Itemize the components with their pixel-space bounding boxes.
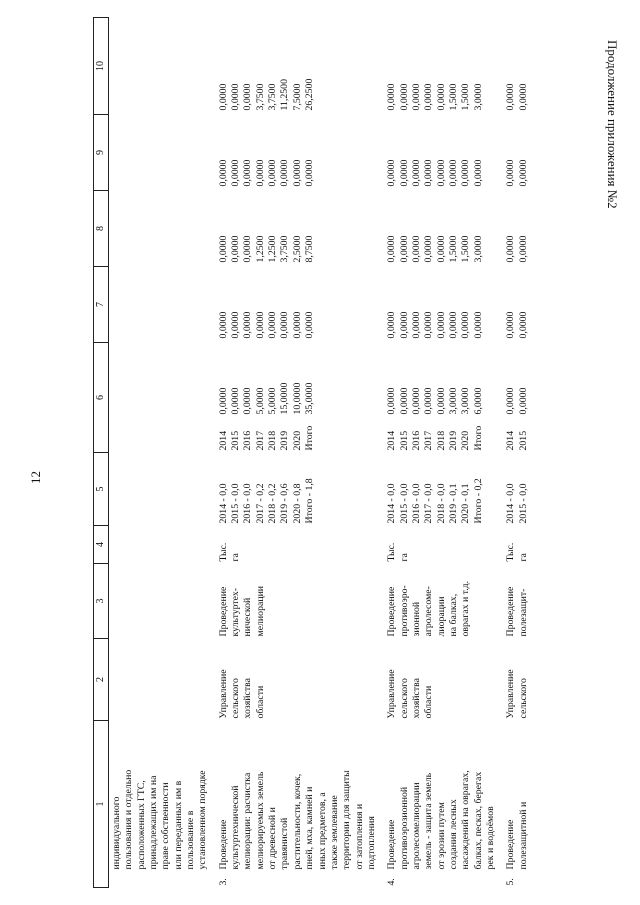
row-years: 2014 2015 2016 2017 2018 2019 2020 Итого: [386, 425, 484, 451]
header-col-1: 1: [94, 721, 109, 888]
row-measure: Проведение противоэро- зионной агролесоме- лиорации на балках, оврагах и т.д.: [386, 580, 472, 637]
row-col10: 0,0000 0,0000: [505, 83, 529, 111]
row-number: 3.: [217, 878, 229, 886]
table-row: [503, 18, 536, 888]
row-col9: 0,0000 0,0000: [505, 159, 529, 187]
row-executor: Управление сельского: [505, 669, 529, 719]
row-unit: Тыс. га: [505, 542, 529, 562]
row-unit: Тыс. га: [217, 542, 242, 562]
row-col7: 0,0000 0,0000 0,0000 0,0000 0,0000 0,0000 0,0000 0,0000: [217, 311, 316, 339]
table-row-continuation: [109, 18, 216, 888]
row-measure: Проведение культуртех- нической мелиорации: [217, 585, 266, 637]
row-col8: 0,0000 0,0000: [505, 235, 529, 263]
header-col-6: 6: [94, 343, 109, 453]
row-col9: 0,0000 0,0000 0,0000 0,0000 0,0000 0,0000 0,0000 0,0000: [217, 159, 316, 187]
row-col9: 0,0000 0,0000 0,0000 0,0000 0,0000 0,0000 0,0000 0,0000: [386, 159, 484, 187]
header-col-5: 5: [94, 453, 109, 526]
program-table: [93, 18, 613, 888]
table-row: [384, 18, 503, 888]
row-col10: 0,0000 0,0000 0,0000 3,7500 3,7500 11,2500 7,5000 26,2500: [217, 78, 316, 111]
row-executor: Управление сельского хозяйства области: [386, 669, 435, 719]
row-executor: Управление сельского хозяйства области: [217, 669, 266, 719]
header-col-7: 7: [94, 267, 109, 343]
header-col-10: 10: [94, 18, 109, 115]
row-col8: 0,0000 0,0000 0,0000 1,2500 1,2500 3,7500 2,5000 8,7500: [217, 235, 316, 263]
row-name: Проведение противоэрозионной агролесомелиорации земель - защита земель от эрозии путем создания лесных насаждений на оврагах, балках, песках, берегах рек и водоёмов: [386, 770, 496, 870]
row-years: 2014 2015 2016 2017 2018 2019 2020 Итого: [217, 425, 316, 451]
header-row: [94, 18, 109, 888]
row-col7: 0,0000 0,0000 0,0000 0,0000 0,0000 0,0000 0,0000 0,0000: [386, 311, 484, 339]
row-measure: Проведение полезащит-: [505, 586, 529, 637]
row-col6: 0,0000 0,0000 0,0000 5,0000 5,0000 15,0000 10,0000 35,0000: [217, 382, 316, 415]
row-name: Проведение полезащитной и: [505, 801, 529, 870]
header-col-2: 2: [94, 639, 109, 721]
row-volume: 2014 - 0,0 2015 - 0,0 2016 - 0,0 2017 - 0,2 2018 - 0,2 2019 - 0,6 2020 - 0,8 Итого - 1,8: [217, 478, 316, 524]
appendix-title: Продолжение приложения №2: [605, 40, 620, 209]
row-name: Проведение культуртехнической мелиорации: расчистка мелиорируемых земель от древесной и травянистой растительности, кочек, пней, мха, камней и иных предметов, а также землевание территории для защиты от затопления и подтопления: [217, 770, 377, 870]
row-col8: 0,0000 0,0000 0,0000 0,0000 0,0000 1,5000 1,5000 3,0000: [386, 235, 484, 263]
row-col7: 0,0000 0,0000: [505, 311, 529, 339]
page-number: 12: [28, 471, 43, 484]
row-unit: Тыс. га: [386, 542, 410, 562]
row-col6: 0,0000 0,0000 0,0000 0,0000 0,0000 3,0000 3,0000 6,0000: [386, 387, 484, 415]
continuation-text: индивидуального пользования и отдельно расположенных ГТС, принадлежащих им на праве собственности или переданных им в пользование в установленном порядке: [111, 769, 209, 870]
row-col6: 0,0000 0,0000: [505, 387, 529, 415]
row-number: 4.: [386, 878, 398, 886]
row-volume: 2014 - 0,0 2015 - 0,0 2016 - 0,0 2017 - 0,0 2018 - 0,0 2019 - 0,1 2020 - 0,1 Итого - 0,2: [386, 478, 484, 524]
header-col-9: 9: [94, 115, 109, 191]
header-col-3: 3: [94, 564, 109, 639]
row-years: 2014 2015: [505, 430, 529, 451]
table-row: [216, 18, 384, 888]
row-col10: 0,0000 0,0000 0,0000 0,0000 0,0000 1,5000 1,5000 3,0000: [386, 83, 484, 111]
row-volume: 2014 - 0,0 2015 - 0,0: [505, 483, 529, 524]
header-col-4: 4: [94, 526, 109, 564]
row-number: 5.: [505, 878, 517, 886]
header-col-8: 8: [94, 191, 109, 267]
